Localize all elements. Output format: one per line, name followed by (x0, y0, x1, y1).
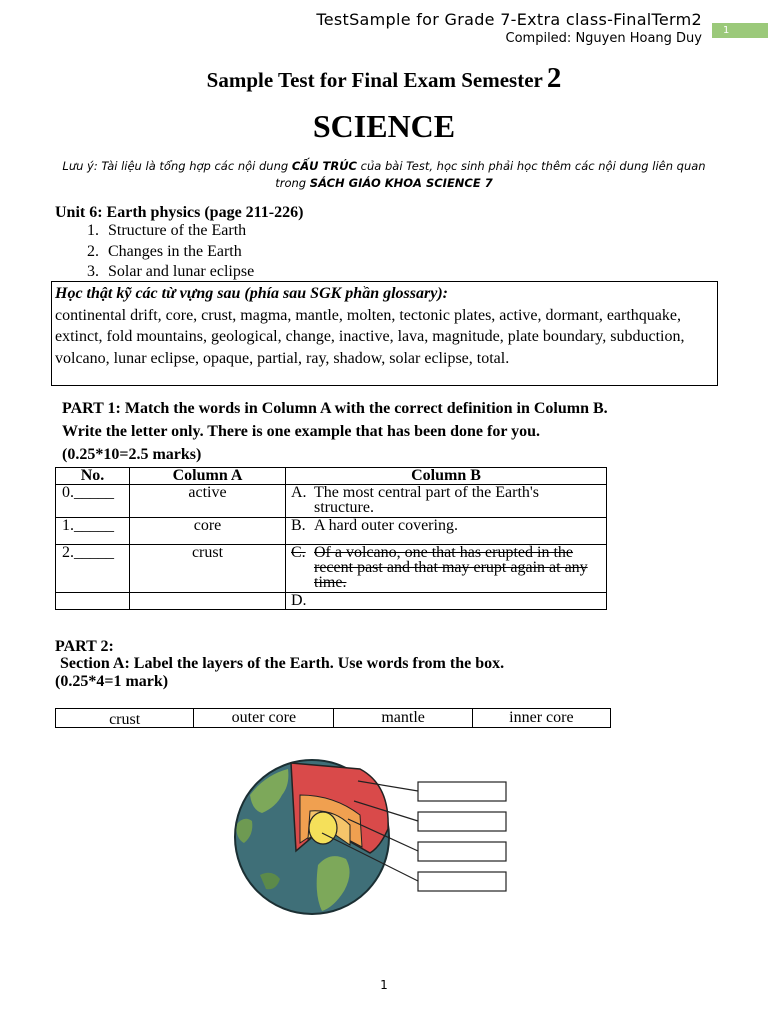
subject-title: SCIENCE (312, 108, 456, 144)
column-b-definition (286, 485, 607, 518)
title-text: Sample Test for Final Exam Semester (206, 68, 543, 92)
note-bold-textbook: SÁCH GIÁO KHOA SCIENCE 7 (309, 176, 493, 190)
topic-item (87, 222, 246, 240)
answer-blank[interactable] (56, 593, 130, 610)
matching-table (55, 467, 607, 610)
topic-label: Changes in the Earth (108, 243, 242, 260)
part2-marks: (0.25*4=1 mark) (55, 673, 169, 690)
part1-marks: (0.25*10=2.5 marks) (62, 446, 202, 463)
earth-layers-diagram (230, 755, 520, 915)
table-header-row (56, 468, 607, 485)
topic-number: 2. (87, 243, 99, 260)
column-a-word: active (130, 485, 286, 518)
column-b-definition (286, 545, 607, 593)
header-compiled-by: Compiled: Nguyen Hoang Duy (505, 31, 702, 46)
table-row (56, 485, 607, 518)
definition-text: The most central part of the Earth's structure. (314, 484, 540, 516)
word-box-item: outer core (194, 709, 334, 727)
part2-section-a: Section A: Label the layers of the Earth. Use words from the box. (60, 655, 505, 672)
note-prefix: Lưu ý: Tài liệu là tổng hợp các nội dung (62, 159, 292, 173)
topic-label: Structure of the Earth (108, 222, 247, 239)
label-blank-1[interactable] (418, 782, 506, 801)
vocabulary-title: Học thật kỹ các từ vựng sau (phía sau SGK phần glossary): (55, 285, 448, 302)
answer-blank[interactable]: 1._____ (56, 518, 130, 545)
column-a-word: core (130, 518, 286, 545)
word-box-item: inner core (509, 709, 574, 726)
table-row (56, 545, 607, 593)
column-b-definition (286, 518, 607, 545)
part2-heading: PART 2: (55, 638, 114, 655)
header-no: No. (56, 468, 130, 485)
title-semester-number: 2 (546, 62, 562, 94)
header-column-a: Column A (130, 468, 286, 485)
definition-letter: B. (291, 517, 306, 534)
label-blank-4[interactable] (418, 872, 506, 891)
word-box-item: mantle (334, 709, 472, 727)
label-blank-2[interactable] (418, 812, 506, 831)
page-title (0, 62, 768, 95)
header-page-badge: 1 (712, 23, 768, 38)
vocabulary-box (51, 281, 718, 386)
topic-item (87, 263, 254, 281)
topic-number: 1. (87, 222, 99, 239)
label-blank-3[interactable] (418, 842, 506, 861)
part1-instruction-line1: PART 1: Match the words in Column A with the correct definition in Column B. (62, 400, 608, 417)
unit-heading: Unit 6: Earth physics (page 211-226) (55, 204, 304, 221)
topic-label: Solar and lunar eclipse (108, 263, 255, 280)
header-title: TestSample for Grade 7-Extra class-FinalTerm2 (316, 10, 702, 29)
note-paragraph (60, 158, 708, 192)
definition-text-struck: Of a volcano, one that has erupted in the recent past and that may erupt again at any time. (314, 544, 588, 591)
table-row (56, 593, 607, 610)
note-bold-structure: CẤU TRÚC (291, 159, 357, 173)
definition-letter: A. (291, 484, 307, 501)
part1-instruction-line2: Write the letter only. There is one example that has been done for you. (62, 423, 541, 440)
inner-core (309, 812, 337, 844)
answer-blank[interactable]: 0._____ (56, 485, 130, 518)
answer-blank[interactable]: 2._____ (56, 545, 130, 593)
column-b-definition (286, 593, 607, 610)
column-a-word (130, 593, 286, 610)
word-box (55, 708, 611, 728)
header-column-b: Column B (286, 468, 607, 485)
definition-letter: D. (291, 592, 307, 609)
table-row (56, 518, 607, 545)
column-a-word: crust (130, 545, 286, 593)
note-middle: của bài Test, học sinh phải học thêm các nội dung liên quan trong (275, 159, 706, 190)
definition-text: A hard outer covering. (314, 517, 458, 534)
globe-icon (235, 760, 389, 914)
vocabulary-words: continental drift, core, crust, magma, mantle, molten, tectonic plates, active, dormant, earthquake, extinct, fold mountains, geological, change, inactive, lava, magnitude, plate boundary, subduction, volcano, lunar eclipse, opaque, partial, ray, shadow, solar eclipse, total. (55, 306, 685, 367)
topic-item (87, 243, 242, 261)
page-number: 1 (380, 978, 388, 992)
word-box-item: crust (56, 709, 194, 727)
topic-number: 3. (87, 263, 99, 280)
definition-letter: C. (291, 544, 306, 561)
